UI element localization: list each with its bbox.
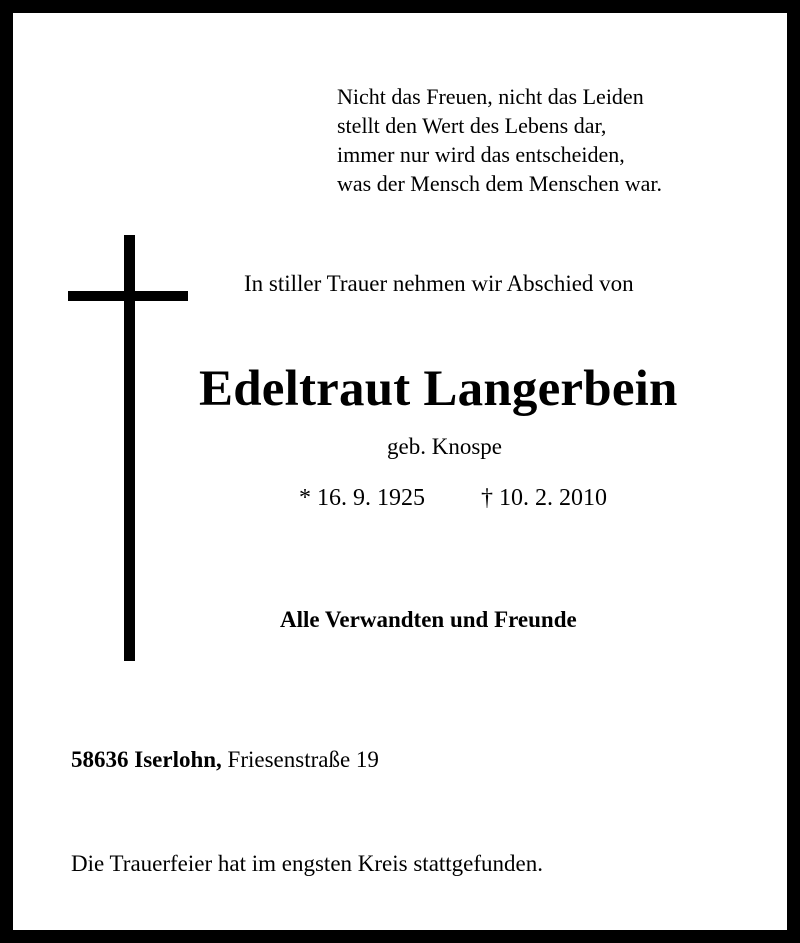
poem-line: Nicht das Freuen, nicht das Leiden	[337, 84, 644, 109]
poem-line: immer nur wird das entscheiden,	[337, 142, 625, 167]
cross-horizontal-beam	[68, 291, 188, 301]
deceased-name: Edeltraut Langerbein	[199, 361, 678, 417]
address	[71, 745, 379, 775]
poem-line: was der Mensch dem Menschen war.	[337, 171, 663, 196]
mourners-signature: Alle Verwandten und Freunde	[280, 607, 577, 632]
maiden-name: geb. Knospe	[387, 434, 502, 459]
poem-line: stellt den Wert des Lebens dar,	[337, 113, 607, 138]
intro-text: In stiller Trauer nehmen wir Abschied von	[244, 271, 634, 296]
birth-date: * 16. 9. 1925	[299, 485, 425, 511]
address-street: Friesenstraße 19	[227, 747, 379, 772]
address-city: 58636 Iserlohn,	[71, 747, 222, 772]
poem	[337, 82, 662, 198]
death-date: † 10. 2. 2010	[481, 485, 607, 511]
funeral-note: Die Trauerfeier hat im engsten Kreis stattgefunden.	[71, 851, 544, 876]
